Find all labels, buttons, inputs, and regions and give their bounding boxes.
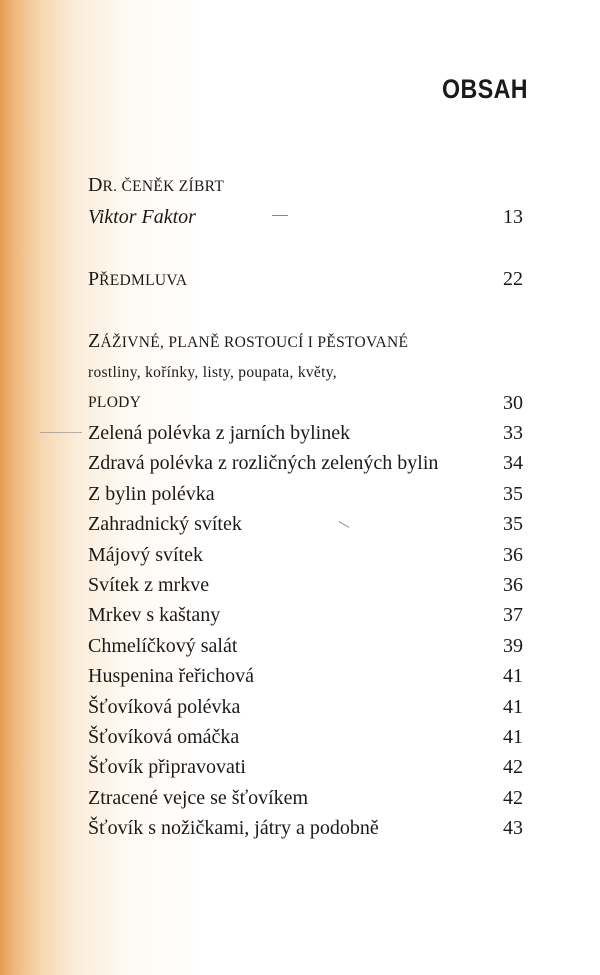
entry-title: Šťovík s nožičkami, játry a podobně	[88, 817, 379, 840]
toc-entry	[88, 692, 523, 722]
entry-title: Svítek z mrkve	[88, 574, 210, 596]
section-line-1: ÁŽIVNÉ, PLANĚ ROSTOUCÍ I PĚSTOVANÉ	[100, 334, 409, 351]
toc-entry	[88, 570, 523, 600]
foreword-title: ŘEDMLUVA	[99, 272, 188, 289]
entry-title: Šťovíková omáčka	[88, 726, 240, 748]
entry-page: 35	[503, 513, 523, 536]
entry-title: Z bylin polévka	[88, 482, 215, 505]
toc-entry	[88, 479, 523, 509]
entry-title: Chmelíčkový salát	[88, 634, 238, 657]
entry-page: 37	[503, 604, 523, 627]
author-initial: D	[88, 174, 103, 196]
toc-entry	[88, 722, 523, 752]
entry-page: 41	[503, 726, 523, 748]
toc-entry-section	[88, 388, 523, 418]
entry-page: 36	[503, 574, 523, 596]
toc-entry	[88, 783, 523, 813]
toc-entry	[88, 631, 523, 661]
entry-page: 13	[503, 206, 523, 228]
entry-title: Mrkev s kaštany	[88, 604, 221, 627]
entry-title: Ztracené vejce se šťovíkem	[88, 786, 309, 809]
entry-title: Huspenina řeřichová	[88, 665, 255, 688]
entry-title: Zelená polévka z jarních bylinek	[88, 422, 351, 444]
entry-page: 43	[503, 817, 523, 840]
author-heading	[88, 170, 523, 200]
entry-page: 42	[503, 786, 523, 809]
entry-page: 30	[503, 392, 523, 414]
toc-entry	[88, 752, 523, 782]
entry-title: Zahradnický svítek	[88, 513, 242, 536]
entry-page: 41	[503, 695, 523, 718]
entry-page: 36	[503, 543, 523, 566]
toc-entry	[88, 418, 523, 448]
entry-page: 35	[503, 482, 523, 505]
section-heading-line-2: rostliny, kořínky, listy, poupata, květy,	[88, 364, 337, 381]
toc-entry	[88, 600, 523, 630]
entry-title: Zdravá polévka z rozličných zelených bylin	[88, 452, 439, 475]
section-line-3: PLODY	[88, 394, 142, 411]
entry-title: Šťovík připravovati	[88, 756, 246, 779]
entry-page: 33	[503, 422, 523, 444]
print-mark	[272, 215, 288, 216]
entry-page: 41	[503, 665, 523, 688]
toc-entry-intro	[88, 202, 523, 232]
foreword-initial: P	[88, 268, 100, 290]
toc-entry	[88, 661, 523, 691]
toc-entry	[88, 448, 523, 478]
toc-entry	[88, 813, 523, 843]
entry-title: Májový svítek	[88, 543, 203, 566]
entry-page: 42	[503, 756, 523, 779]
toc-entry	[88, 509, 523, 539]
author-name: R. ČENĚK ZÍBRT	[102, 178, 225, 195]
toc-entry	[88, 540, 523, 570]
entry-page: 22	[503, 268, 523, 290]
toc-entry-foreword	[88, 264, 523, 294]
entry-title: Šťovíková polévka	[88, 695, 241, 718]
entry-page: 39	[503, 634, 523, 657]
entry-page: 34	[503, 452, 523, 475]
page-title: OBSAH	[441, 74, 528, 104]
entry-title: Viktor Faktor	[88, 206, 196, 228]
section-heading-line-1	[88, 326, 408, 356]
section-initial: Z	[88, 330, 101, 352]
print-mark	[40, 432, 82, 433]
